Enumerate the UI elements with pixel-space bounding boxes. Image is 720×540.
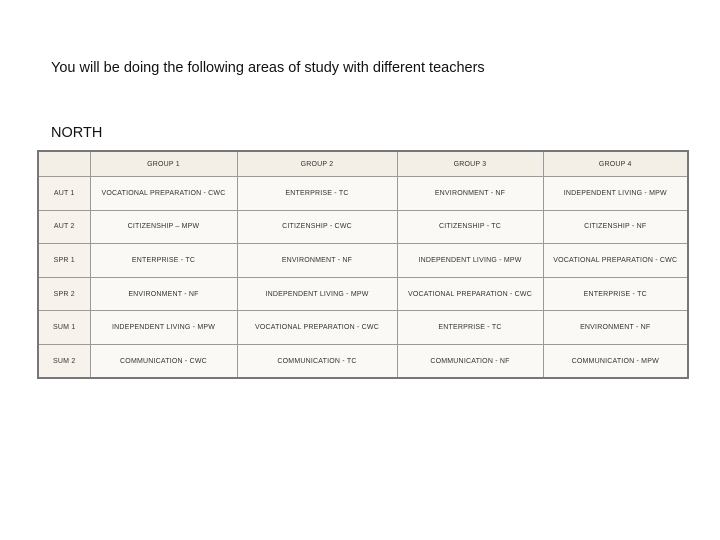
table-cell: ENVIRONMENT - NF — [237, 244, 397, 278]
region-title: NORTH — [51, 125, 103, 141]
table-row — [38, 344, 688, 378]
table-cell: INDEPENDENT LIVING - MPW — [90, 311, 237, 345]
table-row — [38, 277, 688, 311]
table-cell: ENTERPRISE - TC — [237, 177, 397, 211]
table-cell: ENVIRONMENT - NF — [543, 311, 688, 345]
row-label: SUM 2 — [38, 344, 90, 378]
table-cell: ENTERPRISE - TC — [90, 244, 237, 278]
table-cell: ENTERPRISE - TC — [397, 311, 543, 345]
table-cell: VOCATIONAL PREPARATION - CWC — [543, 244, 688, 278]
row-label: SUM 1 — [38, 311, 90, 345]
row-label: SPR 1 — [38, 244, 90, 278]
table-cell: ENTERPRISE - TC — [543, 277, 688, 311]
table-row — [38, 244, 688, 278]
study-schedule-table — [37, 150, 689, 379]
column-header-group-4: GROUP 4 — [543, 151, 688, 177]
row-label: AUT 1 — [38, 177, 90, 211]
row-label: AUT 2 — [38, 210, 90, 244]
table-cell: COMMUNICATION - MPW — [543, 344, 688, 378]
header-row — [38, 151, 688, 177]
table-cell: VOCATIONAL PREPARATION - CWC — [237, 311, 397, 345]
column-header-group-2: GROUP 2 — [237, 151, 397, 177]
table-cell: INDEPENDENT LIVING - MPW — [397, 244, 543, 278]
column-header-group-1: GROUP 1 — [90, 151, 237, 177]
table-cell: ENVIRONMENT - NF — [90, 277, 237, 311]
table-cell: VOCATIONAL PREPARATION - CWC — [90, 177, 237, 211]
page-heading: You will be doing the following areas of study with different teachers — [51, 60, 485, 76]
table-cell: VOCATIONAL PREPARATION - CWC — [397, 277, 543, 311]
table-cell: COMMUNICATION - CWC — [90, 344, 237, 378]
table-row — [38, 311, 688, 345]
column-header-group-3: GROUP 3 — [397, 151, 543, 177]
table-cell: INDEPENDENT LIVING - MPW — [543, 177, 688, 211]
table-cell: INDEPENDENT LIVING - MPW — [237, 277, 397, 311]
row-label: SPR 2 — [38, 277, 90, 311]
table-cell: CITIZENSHIP - TC — [397, 210, 543, 244]
table-cell: COMMUNICATION - NF — [397, 344, 543, 378]
table-cell: CITIZENSHIP – MPW — [90, 210, 237, 244]
table-cell: CITIZENSHIP - CWC — [237, 210, 397, 244]
table-cell: COMMUNICATION - TC — [237, 344, 397, 378]
table-row — [38, 177, 688, 211]
table-cell: CITIZENSHIP - NF — [543, 210, 688, 244]
table-row — [38, 210, 688, 244]
corner-cell — [38, 151, 90, 177]
table-cell: ENVIRONMENT - NF — [397, 177, 543, 211]
